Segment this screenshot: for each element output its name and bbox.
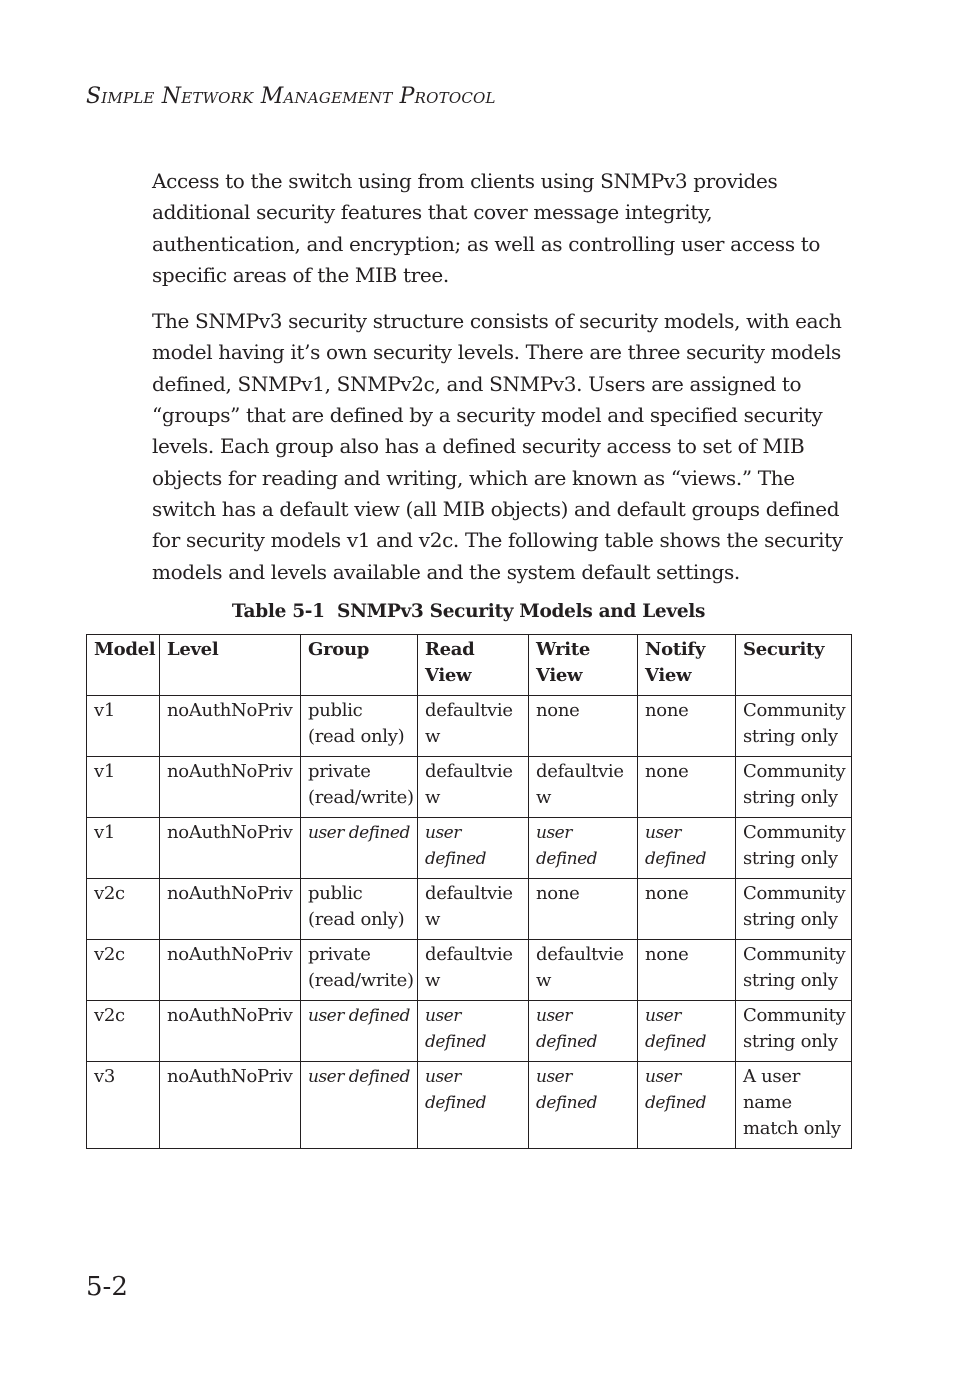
cell-security: Community string only bbox=[736, 757, 852, 818]
cell-read-view: user defined bbox=[418, 818, 529, 879]
table-row bbox=[87, 757, 852, 818]
cell-security: Community string only bbox=[736, 940, 852, 1001]
cell-model: v1 bbox=[87, 757, 160, 818]
cell-write-view: user defined bbox=[529, 1062, 638, 1149]
cell-read-view: defaultview bbox=[418, 879, 529, 940]
cell-group: user defined bbox=[301, 1062, 418, 1149]
table-row bbox=[87, 879, 852, 940]
cell-write-view: user defined bbox=[529, 1001, 638, 1062]
cell-notify-view: none bbox=[638, 940, 736, 1001]
security-structure-paragraph: The SNMPv3 security structure consists of security models, with each model having it’s own security levels. There are three security models defined, SNMPv1, SNMPv2c, and SNMPv3. Users are assigned to “groups” that are defined by a security model and specified security levels. Each group also has a defined security access to set of MIB objects for reading and writing, which are known as “views.” The switch has a default view (all MIB objects) and default groups defined for security models v1 and v2c. The following table shows the security models and levels available and the system default settings. bbox=[152, 309, 843, 584]
cell-model: v3 bbox=[87, 1062, 160, 1149]
cell-model: v1 bbox=[87, 818, 160, 879]
table-row bbox=[87, 1062, 852, 1149]
cell-read-view: defaultview bbox=[418, 757, 529, 818]
cell-model: v1 bbox=[87, 696, 160, 757]
header-read-view: Read View bbox=[418, 635, 529, 696]
cell-read-view: defaultview bbox=[418, 696, 529, 757]
running-header: Simple Network Management Protocol bbox=[86, 84, 496, 109]
header-security: Security bbox=[736, 635, 852, 696]
cell-write-view: none bbox=[529, 879, 638, 940]
cell-model: v2c bbox=[87, 879, 160, 940]
cell-level: noAuthNoPriv bbox=[160, 1062, 301, 1149]
cell-level: noAuthNoPriv bbox=[160, 696, 301, 757]
cell-write-view: defaultview bbox=[529, 757, 638, 818]
cell-model: v2c bbox=[87, 940, 160, 1001]
cell-level: noAuthNoPriv bbox=[160, 1001, 301, 1062]
cell-group: private (read/write) bbox=[301, 757, 418, 818]
cell-security: Community string only bbox=[736, 696, 852, 757]
cell-group: user defined bbox=[301, 1001, 418, 1062]
header-model: Model bbox=[87, 635, 160, 696]
table-caption: Table 5-1 SNMPv3 Security Models and Levels bbox=[231, 601, 706, 622]
header-notify-view: Notify View bbox=[638, 635, 736, 696]
cell-read-view: defaultview bbox=[418, 940, 529, 1001]
table-header-row bbox=[87, 635, 852, 696]
security-models-table bbox=[86, 634, 852, 1149]
cell-group: public (read only) bbox=[301, 879, 418, 940]
cell-write-view: user defined bbox=[529, 818, 638, 879]
cell-level: noAuthNoPriv bbox=[160, 818, 301, 879]
cell-security: Community string only bbox=[736, 1001, 852, 1062]
cell-security: Community string only bbox=[736, 879, 852, 940]
header-group: Group bbox=[301, 635, 418, 696]
cell-model: v2c bbox=[87, 1001, 160, 1062]
cell-security: Community string only bbox=[736, 818, 852, 879]
cell-group: private (read/write) bbox=[301, 940, 418, 1001]
cell-level: noAuthNoPriv bbox=[160, 879, 301, 940]
header-write-view: Write View bbox=[529, 635, 638, 696]
cell-notify-view: user defined bbox=[638, 1062, 736, 1149]
cell-read-view: user defined bbox=[418, 1001, 529, 1062]
cell-write-view: defaultview bbox=[529, 940, 638, 1001]
cell-notify-view: user defined bbox=[638, 1001, 736, 1062]
table-row bbox=[87, 940, 852, 1001]
body-text bbox=[152, 166, 857, 603]
cell-notify-view: none bbox=[638, 879, 736, 940]
cell-security: A user name match only bbox=[736, 1062, 852, 1149]
cell-level: noAuthNoPriv bbox=[160, 940, 301, 1001]
cell-level: noAuthNoPriv bbox=[160, 757, 301, 818]
cell-group: public (read only) bbox=[301, 696, 418, 757]
cell-read-view: user defined bbox=[418, 1062, 529, 1149]
table-row bbox=[87, 1001, 852, 1062]
table-row bbox=[87, 696, 852, 757]
cell-notify-view: none bbox=[638, 696, 736, 757]
cell-notify-view: user defined bbox=[638, 818, 736, 879]
table-row bbox=[87, 818, 852, 879]
cell-write-view: none bbox=[529, 696, 638, 757]
cell-group: user defined bbox=[301, 818, 418, 879]
page-number: 5-2 bbox=[86, 1272, 128, 1302]
cell-notify-view: none bbox=[638, 757, 736, 818]
intro-paragraph: Access to the switch using from clients using SNMPv3 provides additional security features that cover message integrity, authentication, and encryption; as well as controlling user access to specific areas of the MIB tree. bbox=[152, 169, 821, 287]
header-level: Level bbox=[160, 635, 301, 696]
